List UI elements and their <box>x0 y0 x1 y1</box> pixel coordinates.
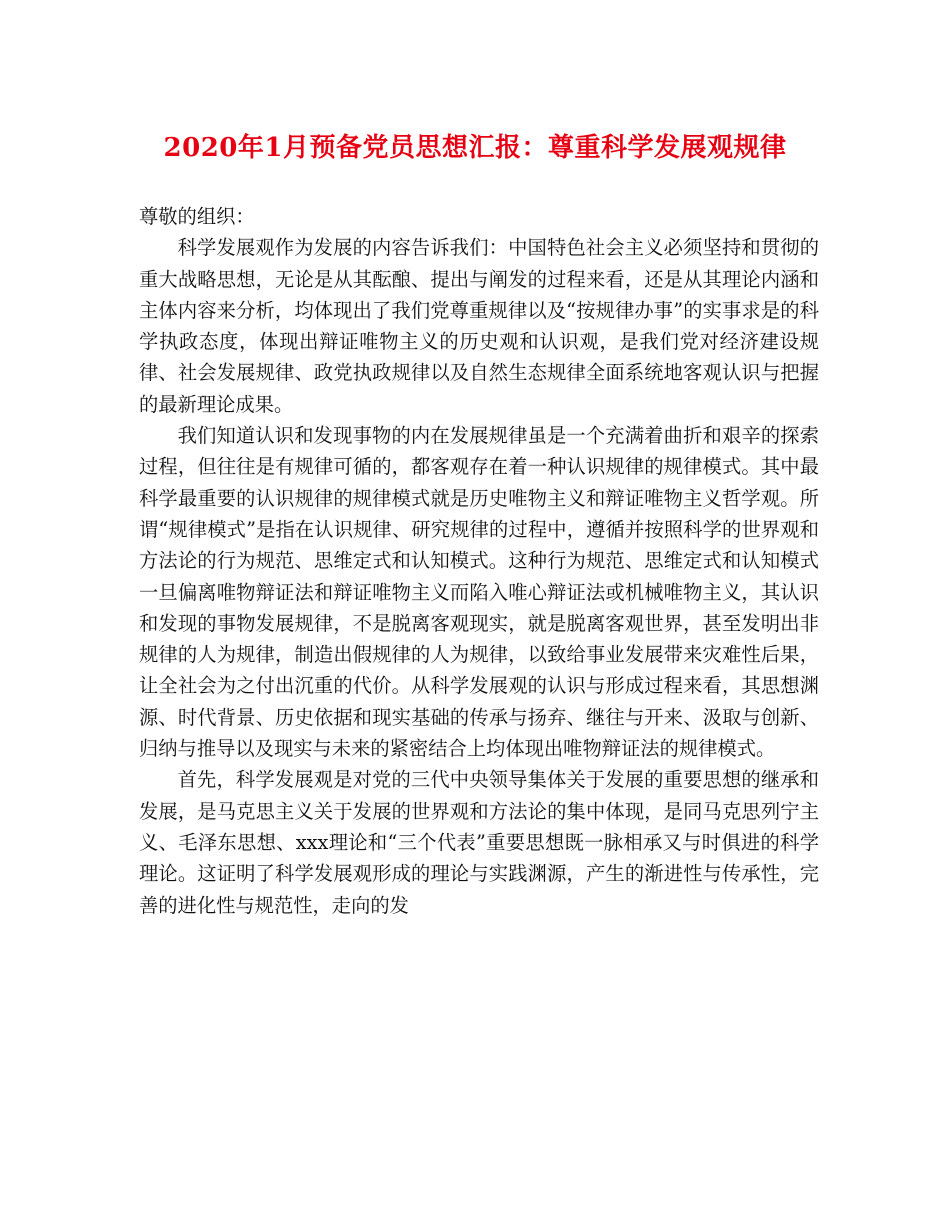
paragraph-1: 科学发展观作为发展的内容告诉我们：中国特色社会主义必须坚持和贯彻的重大战略思想，无论是从其酝酿、提出与阐发的过程来看，还是从其理论内涵和主体内容来分析，均体现出了我们党尊重规律以及“按规律办事”的实事求是的科学执政态度，体现出辩证唯物主义的历史观和认识观，是我们党对经济建设规律、社会发展规律、政党执政规律以及自然生态规律全面系统地客观认识与把握的最新理论成果。 <box>139 236 819 416</box>
document-body <box>139 201 819 921</box>
paragraph-2: 我们知道认识和发现事物的内在发展规律虽是一个充满着曲折和艰辛的探索过程，但往往是有规律可循的，都客观存在着一种认识规律的规律模式。其中最科学最重要的认识规律的规律模式就是历史唯物主义和辩证唯物主义哲学观。所谓“规律模式”是指在认识规律、研究规律的过程中，遵循并按照科学的世界观和方法论的行为规范、思维定式和认知模式。这种行为规范、思维定式和认知模式一旦偏离唯物辩证法和辩证唯物主义而陷入唯心辩证法或机械唯物主义，其认识和发现的事物发展规律，不是脱离客观现实，就是脱离客观世界，甚至发明出非规律的人为规律，制造出假规律的人为规律，以致给事业发展带来灾难性后果，让全社会为之付出沉重的代价。从科学发展观的认识与形成过程来看，其思想渊源、时代背景、历史依据和现实基础的传承与扬弃、继往与开来、汲取与创新、归纳与推导以及现实与未来的紧密结合上均体现出唯物辩证法的规律模式。 <box>139 424 819 761</box>
document-title: 2020年1月预备党员思想汇报：尊重科学发展观规律 <box>163 133 787 163</box>
paragraph-3: 首先，科学发展观是对党的三代中央领导集体关于发展的重要思想的继承和发展，是马克思主义关于发展的世界观和方法论的集中体现，是同马克思列宁主义、毛泽东思想、xxx理论和“三个代表”重要思想既一脉相承又与时俱进的科学理论。这证明了科学发展观形成的理论与实践渊源，产生的渐进性与传承性，完善的进化性与规范性，走向的发 <box>139 768 819 917</box>
salutation: 尊敬的组织： <box>139 205 255 228</box>
